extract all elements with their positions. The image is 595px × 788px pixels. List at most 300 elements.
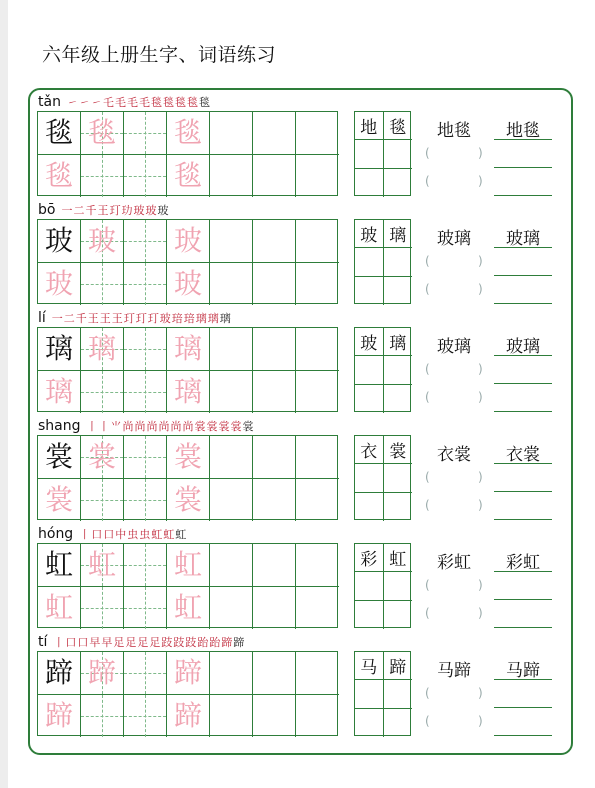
writing-cell[interactable] (253, 695, 296, 738)
page-title: 六年级上册生字、词语练习 (42, 44, 277, 66)
character-practice-grid (37, 219, 338, 304)
word-cell[interactable] (384, 277, 413, 305)
writing-cell[interactable] (124, 220, 167, 263)
trace-character: 璃 (173, 331, 202, 365)
writing-cell[interactable] (167, 544, 210, 587)
guide-line (124, 133, 166, 134)
stroke-step: 毯 (186, 96, 199, 109)
guide-line (124, 284, 166, 285)
copy-blank-line[interactable] (494, 139, 552, 140)
paren-left: ( (425, 714, 430, 728)
writing-cell[interactable] (124, 112, 167, 155)
paren-right: ) (478, 174, 483, 188)
word-cell[interactable] (384, 572, 413, 600)
copy-blank-line[interactable] (494, 195, 552, 196)
writing-cell[interactable] (210, 371, 253, 414)
writing-cell[interactable] (124, 155, 167, 198)
writing-cell[interactable] (124, 436, 167, 479)
trace-character: 虹 (173, 590, 202, 624)
stroke-step: 跂 (173, 636, 186, 649)
stroke-step: 玎 (147, 312, 160, 325)
writing-cell[interactable] (296, 544, 339, 587)
writing-cell[interactable] (253, 436, 296, 479)
word-cell[interactable] (384, 464, 413, 492)
trace-character: 虹 (44, 590, 73, 624)
stroke-step: ㇀ (90, 96, 103, 109)
paren-left: ( (425, 362, 430, 376)
writing-cell[interactable] (124, 544, 167, 587)
word-cell[interactable] (384, 436, 413, 464)
word-cell[interactable] (355, 385, 384, 413)
copy-blank-line[interactable] (494, 411, 552, 412)
trace-character: 玻 (87, 223, 116, 257)
stroke-order-header (38, 524, 187, 542)
stroke-step: 跆 (209, 636, 222, 649)
stroke-step: 毛 (126, 96, 139, 109)
model-character: 毯 (44, 115, 73, 149)
writing-cell[interactable] (296, 155, 339, 198)
stroke-step: 乇 (102, 96, 115, 109)
writing-cell[interactable] (81, 652, 124, 695)
word-cell[interactable] (355, 277, 384, 305)
writing-cell[interactable] (253, 479, 296, 522)
word-character: 虹 (389, 550, 407, 571)
writing-cell[interactable] (81, 220, 124, 263)
stroke-step: 二 (63, 312, 76, 325)
pinyin-answer-word: 玻璃 (437, 229, 471, 249)
stroke-order-sequence (52, 312, 232, 326)
writing-cell[interactable] (253, 220, 296, 263)
stroke-step: 毯 (198, 96, 211, 109)
stroke-step: 裳 (230, 420, 243, 433)
practice-section (0, 413, 595, 521)
word-character: 璃 (389, 226, 407, 247)
pinyin-label: hóng (38, 526, 74, 542)
stroke-step: 璃 (195, 312, 208, 325)
trace-character: 蹄 (173, 698, 202, 732)
writing-cell[interactable] (38, 695, 81, 738)
word-cell[interactable] (355, 436, 384, 464)
writing-cell[interactable] (296, 587, 339, 630)
copy-blank-line[interactable] (494, 167, 552, 168)
writing-cell[interactable] (167, 695, 210, 738)
stroke-step: 玎 (135, 312, 148, 325)
paren-left: ( (425, 146, 430, 160)
trace-character: 裳 (173, 439, 202, 473)
writing-cell[interactable] (81, 695, 124, 738)
word-cell[interactable] (384, 680, 413, 708)
writing-cell[interactable] (296, 371, 339, 414)
writing-cell[interactable] (210, 695, 253, 738)
writing-cell[interactable] (167, 155, 210, 198)
word-character: 玻 (360, 334, 378, 355)
word-cell[interactable] (384, 140, 413, 168)
stroke-step: 王 (97, 204, 110, 217)
word-cell[interactable] (384, 652, 413, 680)
writing-cell[interactable] (253, 544, 296, 587)
stroke-step: 蹄 (221, 636, 234, 649)
stroke-step: 虹 (151, 528, 164, 541)
writing-cell[interactable] (81, 112, 124, 155)
trace-character: 毯 (87, 115, 116, 149)
writing-cell[interactable] (81, 436, 124, 479)
practice-section (0, 89, 595, 197)
word-practice-grid (354, 327, 411, 412)
stroke-order-header (38, 308, 232, 326)
copy-word: 马蹄 (506, 661, 540, 681)
stroke-step: 一 (61, 204, 74, 217)
paren-left: ( (425, 174, 430, 188)
paren-right: ) (478, 254, 483, 268)
writing-cell[interactable] (167, 112, 210, 155)
writing-cell[interactable] (167, 371, 210, 414)
paren-right: ) (478, 498, 483, 512)
writing-cell[interactable] (81, 587, 124, 630)
stroke-step: 早 (101, 636, 114, 649)
writing-cell[interactable] (253, 112, 296, 155)
stroke-step: 毯 (174, 96, 187, 109)
stroke-step: 丨 (86, 420, 99, 433)
writing-cell[interactable] (38, 328, 81, 371)
writing-cell[interactable] (124, 263, 167, 306)
writing-cell[interactable] (210, 652, 253, 695)
guide-line (81, 392, 123, 393)
guide-line (81, 608, 123, 609)
writing-cell[interactable] (124, 371, 167, 414)
stroke-step: 毯 (162, 96, 175, 109)
writing-cell[interactable] (81, 263, 124, 306)
stroke-order-sequence (53, 636, 245, 650)
trace-character: 毯 (44, 158, 73, 192)
writing-cell[interactable] (124, 695, 167, 738)
writing-cell[interactable] (253, 371, 296, 414)
writing-cell[interactable] (38, 436, 81, 479)
stroke-order-sequence (67, 96, 211, 110)
writing-cell[interactable] (210, 328, 253, 371)
writing-cell[interactable] (81, 371, 124, 414)
copy-blank-line[interactable] (494, 679, 552, 680)
word-cell[interactable] (355, 112, 384, 140)
guide-line (81, 500, 123, 501)
paren-right: ) (478, 146, 483, 160)
character-practice-grid (37, 651, 338, 736)
writing-cell[interactable] (210, 479, 253, 522)
trace-character: 毯 (173, 115, 202, 149)
word-cell[interactable] (355, 220, 384, 248)
pinyin-label: tǎn (38, 94, 61, 110)
word-character: 蹄 (389, 658, 407, 679)
writing-cell[interactable] (81, 479, 124, 522)
copy-word: 衣裳 (506, 445, 540, 465)
stroke-step: 尚 (134, 420, 147, 433)
trace-character: 璃 (173, 374, 202, 408)
word-cell[interactable] (355, 169, 384, 197)
word-cell[interactable] (384, 493, 413, 521)
character-practice-grid (37, 543, 338, 628)
word-cell[interactable] (355, 248, 384, 276)
stroke-order-header (38, 200, 169, 218)
word-character: 马 (360, 658, 378, 679)
model-character: 玻 (44, 223, 73, 257)
stroke-step: 琣 (171, 312, 184, 325)
writing-cell[interactable] (167, 652, 210, 695)
writing-cell[interactable] (38, 112, 81, 155)
paren-right: ) (478, 282, 483, 296)
writing-cell[interactable] (38, 155, 81, 198)
copy-blank-line[interactable] (494, 303, 552, 304)
writing-cell[interactable] (124, 328, 167, 371)
word-cell[interactable] (355, 464, 384, 492)
paren-right: ) (478, 686, 483, 700)
writing-cell[interactable] (210, 155, 253, 198)
writing-cell[interactable] (81, 328, 124, 371)
trace-character: 蹄 (87, 655, 116, 689)
stroke-step: 口 (103, 528, 116, 541)
writing-cell[interactable] (210, 587, 253, 630)
guide-line (124, 349, 166, 350)
stroke-order-header (38, 632, 245, 650)
copy-word: 玻璃 (506, 229, 540, 249)
writing-cell[interactable] (296, 479, 339, 522)
word-cell[interactable] (355, 709, 384, 737)
word-cell[interactable] (384, 248, 413, 276)
stroke-step: 千 (85, 204, 98, 217)
trace-character: 裳 (87, 439, 116, 473)
writing-cell[interactable] (210, 220, 253, 263)
writing-cell[interactable] (81, 544, 124, 587)
word-character: 玻 (360, 226, 378, 247)
word-cell[interactable] (355, 493, 384, 521)
writing-cell[interactable] (296, 652, 339, 695)
model-character: 蹄 (44, 655, 73, 689)
trace-character: 玻 (44, 266, 73, 300)
copy-blank-line[interactable] (494, 383, 552, 384)
copy-blank-line[interactable] (494, 735, 552, 736)
writing-cell[interactable] (167, 220, 210, 263)
writing-cell[interactable] (296, 220, 339, 263)
stroke-step: 玏 (121, 204, 134, 217)
stroke-step: 裳 (194, 420, 207, 433)
copy-blank-line[interactable] (494, 599, 552, 600)
word-practice-grid (354, 543, 411, 628)
character-practice-grid (37, 111, 338, 196)
writing-cell[interactable] (38, 652, 81, 695)
trace-character: 玻 (173, 223, 202, 257)
stroke-step: 尚 (122, 420, 135, 433)
stroke-step: 毛 (114, 96, 127, 109)
stroke-step: 蹄 (233, 636, 246, 649)
practice-section (0, 521, 595, 629)
word-cell[interactable] (384, 385, 413, 413)
writing-cell[interactable] (81, 155, 124, 198)
stroke-step: 璃 (219, 312, 232, 325)
paren-right: ) (478, 714, 483, 728)
stroke-step: 毛 (138, 96, 151, 109)
word-cell[interactable] (355, 652, 384, 680)
word-character: 彩 (360, 550, 378, 571)
stroke-step: 玻 (157, 204, 170, 217)
copy-blank-line[interactable] (494, 707, 552, 708)
stroke-order-sequence (61, 204, 169, 218)
copy-blank-line[interactable] (494, 463, 552, 464)
word-practice-grid (354, 435, 411, 520)
practice-section (0, 629, 595, 737)
word-cell[interactable] (355, 328, 384, 356)
guide-line (124, 673, 166, 674)
word-cell[interactable] (384, 544, 413, 572)
writing-cell[interactable] (38, 479, 81, 522)
stroke-step: 千 (75, 312, 88, 325)
word-cell[interactable] (384, 112, 413, 140)
writing-cell[interactable] (38, 220, 81, 263)
stroke-step: 足 (125, 636, 138, 649)
word-cell[interactable] (384, 169, 413, 197)
stroke-step: 足 (149, 636, 162, 649)
writing-cell[interactable] (253, 328, 296, 371)
writing-cell[interactable] (296, 263, 339, 306)
copy-word: 地毯 (506, 121, 540, 141)
word-practice-grid (354, 111, 411, 196)
trace-character: 虹 (87, 547, 116, 581)
stroke-step: 二 (73, 204, 86, 217)
stroke-step: 早 (89, 636, 102, 649)
writing-cell[interactable] (210, 263, 253, 306)
writing-cell[interactable] (124, 587, 167, 630)
paren-left: ( (425, 282, 430, 296)
guide-line (124, 241, 166, 242)
trace-character: 毯 (173, 158, 202, 192)
writing-cell[interactable] (38, 587, 81, 630)
word-cell[interactable] (384, 709, 413, 737)
copy-blank-line[interactable] (494, 275, 552, 276)
writing-cell[interactable] (210, 112, 253, 155)
pinyin-answer-word: 地毯 (437, 121, 471, 141)
stroke-step: 中 (115, 528, 128, 541)
stroke-step: 王 (87, 312, 100, 325)
word-character: 璃 (389, 334, 407, 355)
stroke-step: 玎 (123, 312, 136, 325)
writing-cell[interactable] (296, 436, 339, 479)
stroke-step: 丨 (98, 420, 111, 433)
stroke-step: 尚 (170, 420, 183, 433)
writing-cell[interactable] (296, 328, 339, 371)
stroke-step: 裳 (206, 420, 219, 433)
stroke-step: 跆 (197, 636, 210, 649)
guide-line (124, 457, 166, 458)
model-character: 裳 (44, 439, 73, 473)
stroke-step: 丨 (53, 636, 66, 649)
stroke-step: 丨 (79, 528, 92, 541)
character-practice-grid (37, 327, 338, 412)
writing-cell[interactable] (210, 544, 253, 587)
word-cell[interactable] (384, 356, 413, 384)
guide-line (124, 392, 166, 393)
stroke-step: 琣 (183, 312, 196, 325)
trace-character: 裳 (173, 482, 202, 516)
writing-cell[interactable] (167, 263, 210, 306)
word-cell[interactable] (355, 572, 384, 600)
stroke-step: 王 (99, 312, 112, 325)
paren-left: ( (425, 254, 430, 268)
guide-line (81, 176, 123, 177)
guide-line (124, 500, 166, 501)
writing-cell[interactable] (38, 371, 81, 414)
word-cell[interactable] (384, 328, 413, 356)
guide-line (124, 176, 166, 177)
paren-right: ) (478, 606, 483, 620)
stroke-step: 玎 (109, 204, 122, 217)
writing-cell[interactable] (38, 544, 81, 587)
word-cell[interactable] (384, 220, 413, 248)
pinyin-label: lí (38, 310, 46, 326)
copy-blank-line[interactable] (494, 355, 552, 356)
writing-cell[interactable] (296, 695, 339, 738)
stroke-step: 裳 (218, 420, 231, 433)
writing-cell[interactable] (167, 436, 210, 479)
paren-left: ( (425, 470, 430, 484)
writing-cell[interactable] (167, 479, 210, 522)
word-cell[interactable] (355, 680, 384, 708)
writing-cell[interactable] (253, 263, 296, 306)
paren-left: ( (425, 606, 430, 620)
copy-blank-line[interactable] (494, 627, 552, 628)
writing-cell[interactable] (167, 587, 210, 630)
writing-cell[interactable] (124, 652, 167, 695)
stroke-step: ㇀ (66, 96, 79, 109)
pinyin-label: bō (38, 202, 56, 218)
stroke-order-sequence (87, 420, 255, 434)
word-character: 衣 (360, 442, 378, 463)
writing-cell[interactable] (124, 479, 167, 522)
stroke-step: 虫 (127, 528, 140, 541)
copy-blank-line[interactable] (494, 571, 552, 572)
word-cell[interactable] (355, 601, 384, 629)
copy-blank-line[interactable] (494, 519, 552, 520)
stroke-step: 尚 (182, 420, 195, 433)
stroke-step: 足 (137, 636, 150, 649)
writing-cell[interactable] (210, 436, 253, 479)
copy-blank-line[interactable] (494, 247, 552, 248)
trace-character: 裳 (44, 482, 73, 516)
trace-character: 璃 (44, 374, 73, 408)
word-cell[interactable] (355, 140, 384, 168)
writing-cell[interactable] (253, 155, 296, 198)
word-cell[interactable] (384, 601, 413, 629)
word-practice-grid (354, 651, 411, 736)
stroke-order-header (38, 92, 211, 110)
word-cell[interactable] (355, 544, 384, 572)
stroke-step: ㇀ (78, 96, 91, 109)
practice-section (0, 197, 595, 305)
pinyin-label: shang (38, 418, 81, 434)
character-practice-grid (37, 435, 338, 520)
stroke-step: 口 (91, 528, 104, 541)
stroke-order-sequence (79, 528, 187, 542)
stroke-step: 虹 (175, 528, 188, 541)
stroke-step: 王 (111, 312, 124, 325)
writing-cell[interactable] (253, 652, 296, 695)
writing-cell[interactable] (253, 587, 296, 630)
word-cell[interactable] (355, 356, 384, 384)
copy-blank-line[interactable] (494, 491, 552, 492)
stroke-order-header (38, 416, 255, 434)
pinyin-answer-word: 彩虹 (437, 553, 471, 573)
paren-left: ( (425, 686, 430, 700)
writing-cell[interactable] (296, 112, 339, 155)
writing-cell[interactable] (38, 263, 81, 306)
writing-cell[interactable] (167, 328, 210, 371)
paren-right: ) (478, 390, 483, 404)
